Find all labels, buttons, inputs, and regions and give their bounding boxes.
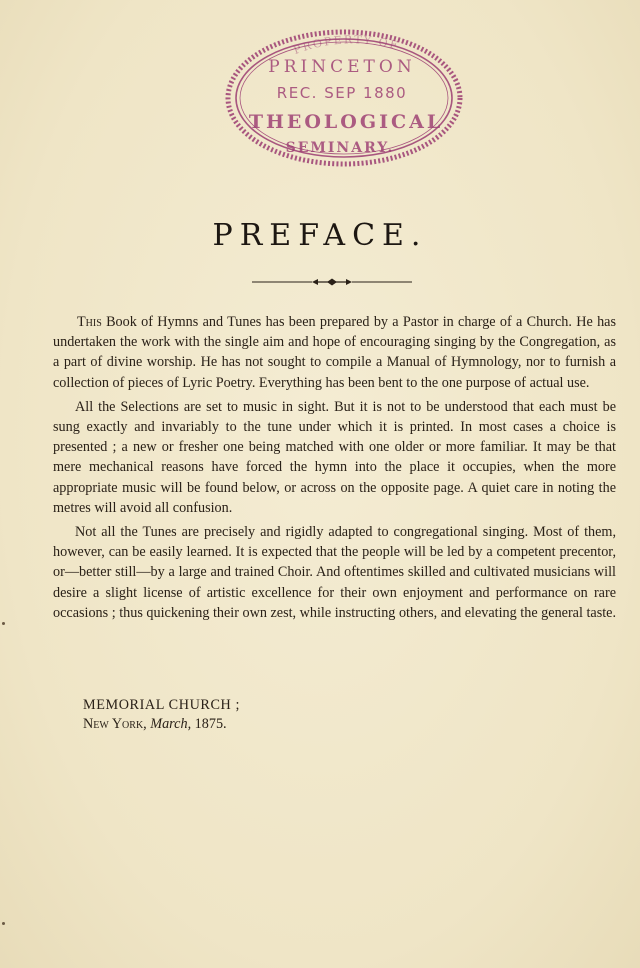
signature-block [83,696,240,734]
signature-month: March, [150,716,192,732]
page-edge-mark [2,622,5,625]
signature-place: New York, [83,716,147,732]
library-stamp [222,24,466,172]
stamp-line-1: PRINCETON [268,57,416,77]
signature-year: 1875. [194,716,227,732]
paragraph-2: All the Selections are set to music in sight. But it is not to be understood that each must be sung exactly and invariably to the tune under which it is printed. In most cases a choice is presented ; a new or fresher one being matched with one older or more familiar. It may be that mere mechanical reasons have forced the hymn into the place it occupies, when the more appropriate music will be found below, or across on the opposite page. A quiet care in noting the metres will avoid all confusion. [53,398,616,516]
signature-place-date [83,715,240,734]
preface-body [53,312,616,627]
page-title: PREFACE. [212,218,428,253]
paragraph-1-lead: This [77,314,102,330]
library-stamp-graphic [222,24,466,172]
paragraph-3: Not all the Tunes are precisely and rigidly adapted to congregational singing. Most of them, however, can be easily learned. It is expected that the people will be led by a competent precentor, or—better still—by a large and trained Choir. And oftentimes skilled and cultivated musicians will desire a slight license of artistic excellence for their own enjoyment and performance on rare occasions ; thus quickening their own zest, while instructing others, and elevating the general taste. [53,524,617,621]
page-edge-mark [2,922,5,925]
title-rule-ornament [252,276,412,288]
stamp-arc-text: PROPERTY OF [291,33,401,58]
paragraph-1 [53,312,616,393]
signature-church: MEMORIAL CHURCH ; [83,697,241,713]
stamp-line-2: REC. SEP 1880 [276,84,408,102]
stamp-line-4: SEMINARY. [285,140,395,156]
stamp-line-3: THEOLOGICAL [248,111,444,133]
paragraph-1-text: Book of Hymns and Tunes has been prepared by a Pastor in charge of a Church. He has undertaken the work with the single aim and hope of encouraging singing by the Congregation, as a part of divine worship. He has not sought to compile a Manual of Hymnology, nor to furnish a collection of pieces of Lyric Poetry. Everything has been bent to the one purpose of actual use. [53,314,616,391]
